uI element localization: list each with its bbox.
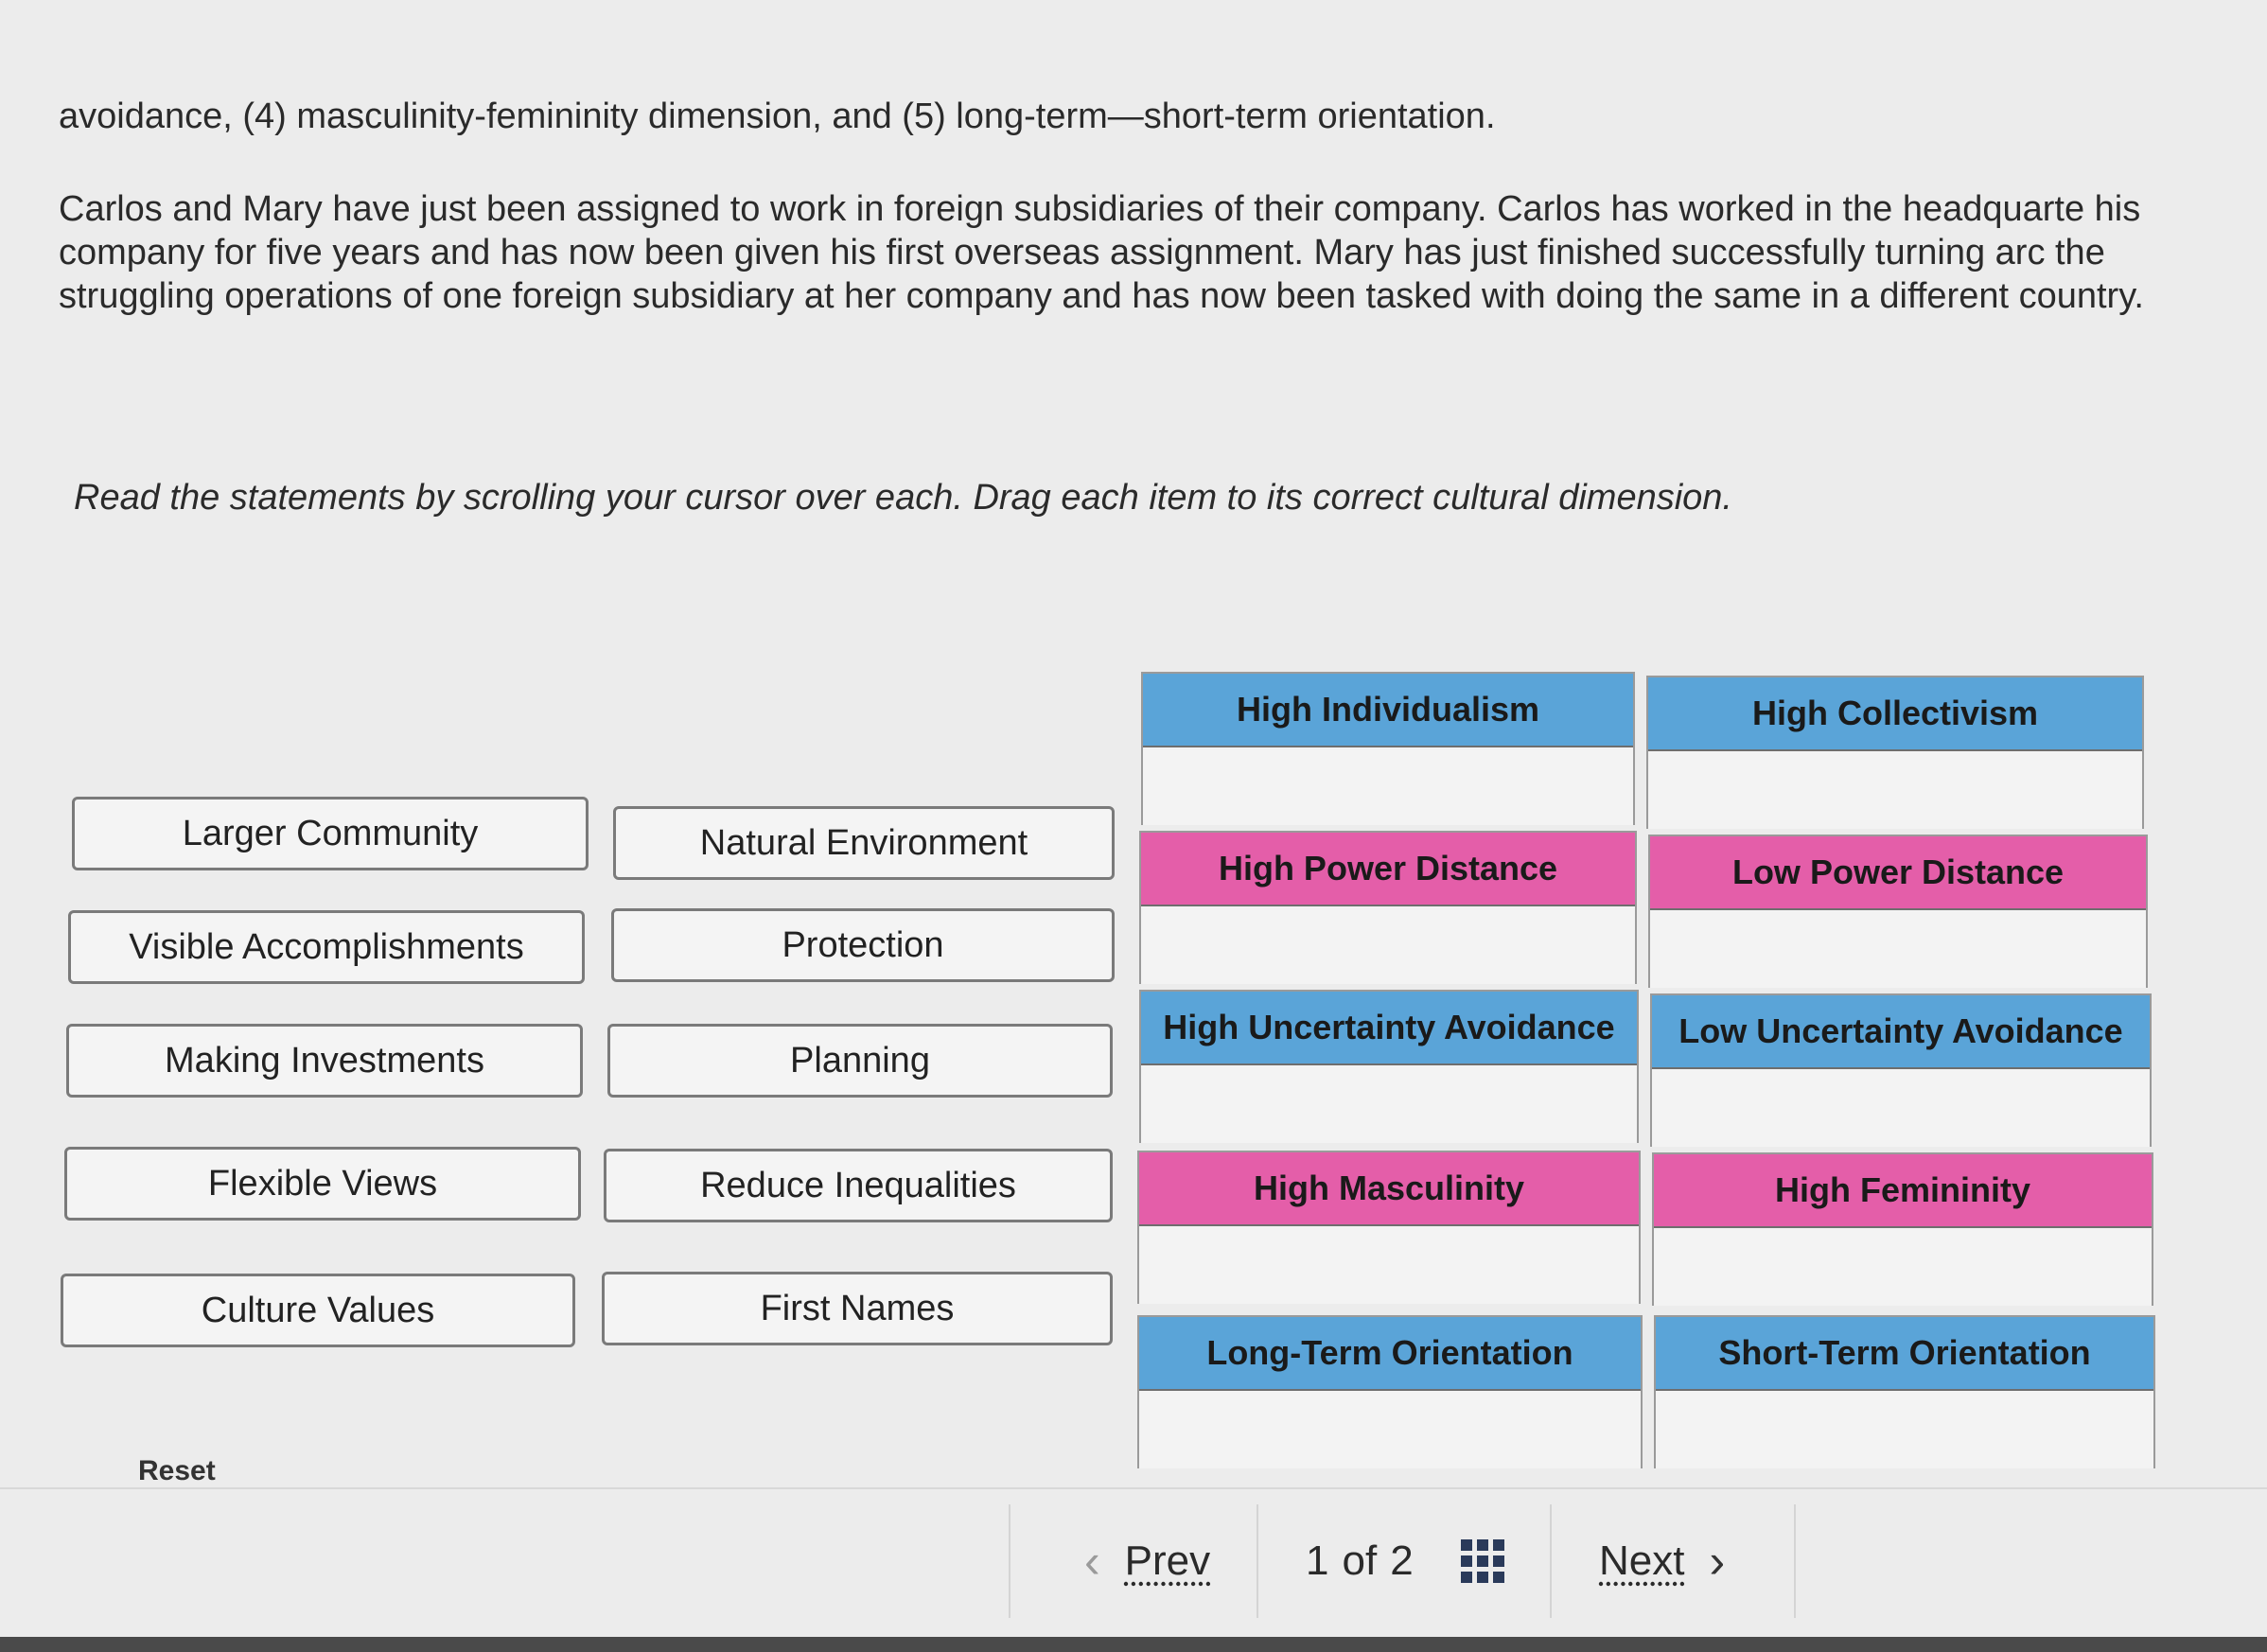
bottom-bar [0, 1637, 2267, 1652]
next-button[interactable] [1599, 1504, 1749, 1618]
drop-zone[interactable] [1654, 1228, 2152, 1306]
intro-line: avoidance, (4) masculinity-femininity dimension, and (5) long-term—short-term orientation. [59, 97, 1496, 136]
target-high-collectivism[interactable] [1646, 676, 2144, 829]
instructions: Read the statements by scrolling your cursor over each. Drag each item to its correct cultural dimension. [74, 478, 1732, 518]
prev-button[interactable] [1060, 1504, 1210, 1618]
drop-zone[interactable] [1143, 747, 1633, 825]
target-high-power-distance[interactable] [1139, 831, 1637, 984]
page-of: of [1342, 1538, 1378, 1584]
target-label: High Masculinity [1139, 1152, 1639, 1226]
drop-zone[interactable] [1648, 751, 2142, 829]
target-high-masculinity[interactable] [1137, 1151, 1641, 1304]
drop-zone[interactable] [1652, 1069, 2150, 1147]
nav-divider [1009, 1504, 1010, 1618]
target-label: High Femininity [1654, 1154, 2152, 1228]
drag-item-planning[interactable]: Planning [607, 1024, 1113, 1098]
target-high-individualism[interactable] [1141, 672, 1635, 825]
target-short-term-orientation[interactable] [1654, 1315, 2155, 1468]
target-label: Short-Term Orientation [1656, 1317, 2153, 1391]
target-low-uncertainty-avoidance[interactable] [1650, 993, 2152, 1147]
drop-zone[interactable] [1656, 1391, 2153, 1468]
target-label: High Collectivism [1648, 677, 2142, 751]
target-long-term-orientation[interactable] [1137, 1315, 1643, 1468]
target-label: High Individualism [1143, 674, 1633, 747]
page-indicator[interactable] [1306, 1504, 1504, 1618]
target-high-uncertainty-avoidance[interactable] [1139, 990, 1639, 1143]
drag-item-natural-environment[interactable]: Natural Environment [613, 806, 1115, 880]
next-label: Next [1599, 1538, 1685, 1584]
drop-zone[interactable] [1141, 1065, 1637, 1143]
drag-item-visible-accomplishments[interactable]: Visible Accomplishments [68, 910, 585, 984]
nav-divider [1794, 1504, 1796, 1618]
footer-divider [0, 1487, 2267, 1489]
drag-item-culture-values[interactable]: Culture Values [61, 1274, 575, 1347]
total-pages: 2 [1390, 1538, 1414, 1584]
drag-item-protection[interactable]: Protection [611, 908, 1115, 982]
current-page: 1 [1306, 1538, 1329, 1584]
chevron-right-icon: › [1709, 1535, 1726, 1588]
drag-item-reduce-inequalities[interactable]: Reduce Inequalities [604, 1149, 1113, 1222]
target-low-power-distance[interactable] [1648, 835, 2148, 988]
scenario-paragraph: Carlos and Mary have just been assigned to work in foreign subsidiaries of their company. Carlos has worked in the headquarte his company for five years and has now been given his first overseas assignment. Mary has just finished successfully turning arc the struggling operations of one foreign subsidiary at her company and has now been tasked with doing the same in a different country. [59, 189, 2144, 316]
chevron-left-icon: ‹ [1084, 1535, 1100, 1588]
drop-zone[interactable] [1139, 1226, 1639, 1304]
target-label: Low Uncertainty Avoidance [1652, 995, 2150, 1069]
target-label: High Uncertainty Avoidance [1141, 992, 1637, 1065]
drop-zone[interactable] [1141, 906, 1635, 984]
reset-button[interactable]: Reset [138, 1455, 216, 1486]
drag-item-flexible-views[interactable]: Flexible Views [64, 1147, 581, 1221]
target-label: High Power Distance [1141, 833, 1635, 906]
nav-divider [1257, 1504, 1258, 1618]
prev-label: Prev [1124, 1538, 1211, 1584]
target-label: Low Power Distance [1650, 836, 2146, 910]
drag-item-first-names[interactable]: First Names [602, 1272, 1113, 1345]
drop-zone[interactable] [1650, 910, 2146, 988]
target-high-femininity[interactable] [1652, 1152, 2153, 1306]
nav-divider [1550, 1504, 1552, 1618]
drop-zone[interactable] [1139, 1391, 1641, 1468]
drag-item-making-investments[interactable]: Making Investments [66, 1024, 583, 1098]
drag-item-larger-community[interactable]: Larger Community [72, 797, 589, 870]
target-label: Long-Term Orientation [1139, 1317, 1641, 1391]
grid-icon[interactable] [1461, 1539, 1504, 1583]
